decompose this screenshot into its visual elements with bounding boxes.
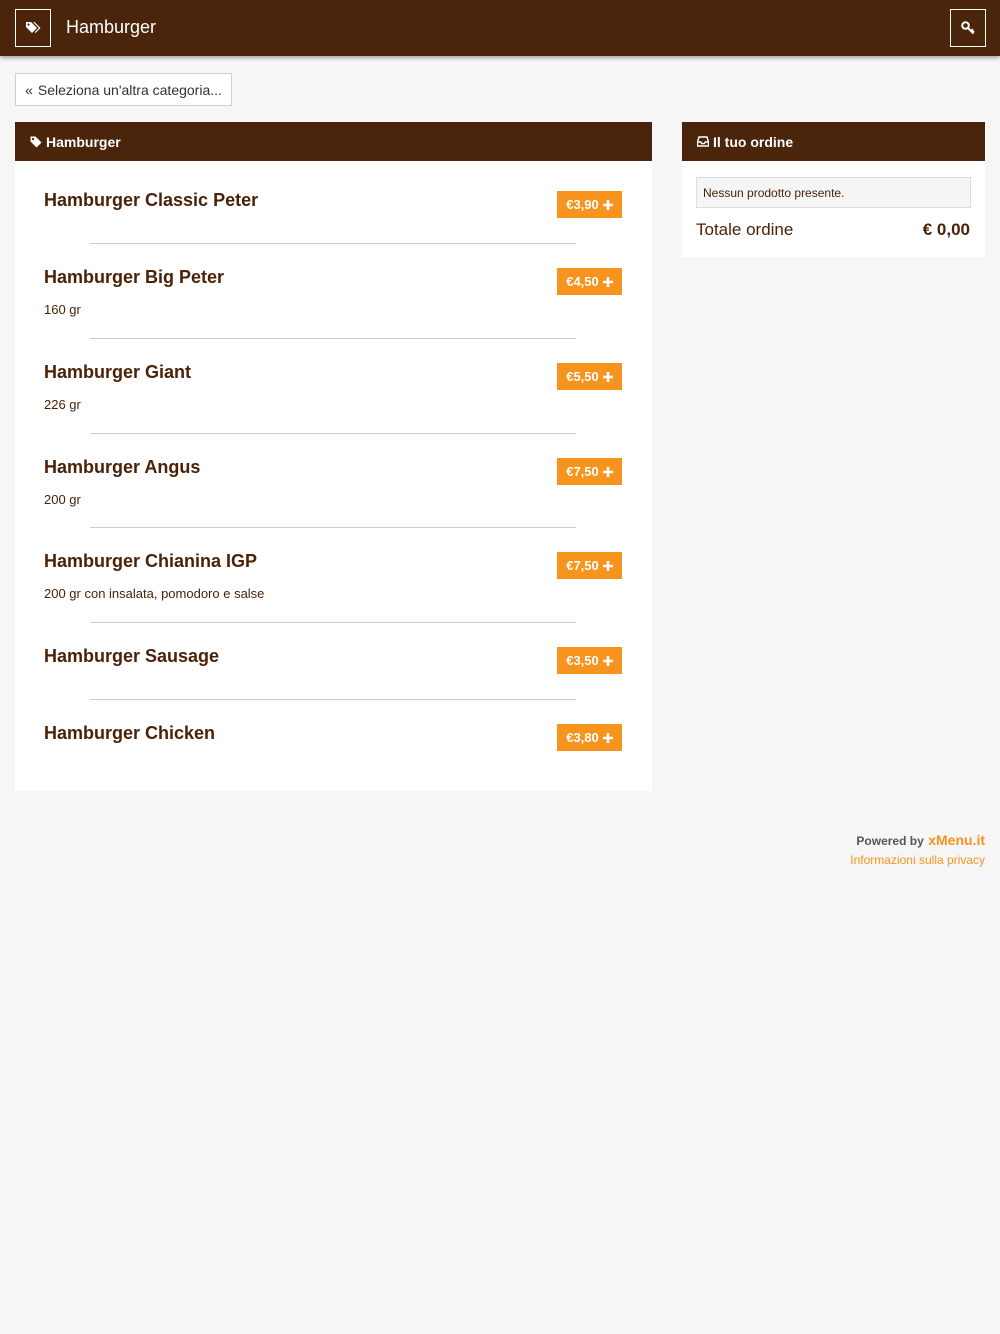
- footer: [850, 832, 985, 867]
- categories-button[interactable]: [15, 9, 51, 47]
- menu-item-name: Hamburger Sausage: [44, 646, 220, 666]
- select-other-category-button[interactable]: [15, 73, 232, 106]
- menu-item-name: Hamburger Giant: [44, 362, 192, 382]
- price-label: €3,90: [566, 197, 599, 212]
- menu-item-list: [15, 161, 652, 791]
- add-to-order-button[interactable]: [557, 363, 622, 390]
- item-divider: [90, 338, 576, 339]
- price-label: €4,50: [566, 274, 599, 289]
- menu-item-description: 160 gr: [44, 302, 81, 317]
- menu-item-description: 200 gr: [44, 492, 81, 507]
- plus-icon: [603, 733, 613, 743]
- price-label: €3,50: [566, 653, 599, 668]
- price-label: €7,50: [566, 558, 599, 573]
- item-divider: [90, 243, 576, 244]
- item-divider: [90, 622, 576, 623]
- plus-icon: [603, 561, 613, 571]
- key-icon: [961, 21, 975, 35]
- price-label: €7,50: [566, 464, 599, 479]
- menu-item-description: 226 gr: [44, 397, 81, 412]
- menu-panel-header: [15, 122, 652, 161]
- order-total-value: € 0,00: [922, 220, 970, 239]
- order-panel-header: [682, 122, 985, 161]
- tag-icon: [30, 136, 42, 148]
- powered-by-label: Powered by: [856, 834, 924, 848]
- plus-icon: [603, 656, 613, 666]
- menu-item-name: Hamburger Classic Peter: [44, 190, 259, 210]
- add-to-order-button[interactable]: [557, 191, 622, 218]
- empty-order-message: Nessun prodotto presente.: [696, 177, 971, 208]
- menu-item-description: 200 gr con insalata, pomodoro e salse: [44, 586, 265, 601]
- item-divider: [90, 699, 576, 700]
- item-divider: [90, 433, 576, 434]
- select-other-category-label: Seleziona un'altra categoria...: [37, 81, 222, 98]
- menu-item-name: Hamburger Chicken: [44, 723, 216, 743]
- order-summary: [682, 161, 985, 257]
- add-to-order-button[interactable]: [557, 268, 622, 295]
- menu-item-name: Hamburger Chianina IGP: [44, 551, 258, 571]
- menu-item-name: Hamburger Big Peter: [44, 267, 225, 287]
- order-total-label: Totale ordine: [696, 220, 794, 239]
- menu-item-name: Hamburger Angus: [44, 457, 201, 477]
- page-title: Hamburger: [66, 17, 157, 37]
- double-chevron-left-icon: «: [25, 81, 33, 98]
- order-panel-title: Il tuo ordine: [713, 133, 794, 150]
- plus-icon: [603, 200, 613, 210]
- privacy-link[interactable]: Informazioni sulla privacy: [850, 853, 985, 867]
- add-to-order-button[interactable]: [557, 724, 622, 751]
- inbox-icon: [697, 136, 709, 147]
- item-divider: [90, 527, 576, 528]
- add-to-order-button[interactable]: [557, 647, 622, 674]
- price-label: €5,50: [566, 369, 599, 384]
- login-button[interactable]: [950, 9, 986, 47]
- plus-icon: [603, 277, 613, 287]
- add-to-order-button[interactable]: [557, 552, 622, 579]
- brand-link[interactable]: xMenu.it: [928, 832, 985, 848]
- price-label: €3,80: [566, 730, 599, 745]
- tags-icon: [25, 21, 41, 35]
- plus-icon: [603, 467, 613, 477]
- top-bar: [0, 0, 1000, 56]
- menu-panel-title: Hamburger: [46, 133, 121, 150]
- plus-icon: [603, 372, 613, 382]
- add-to-order-button[interactable]: [557, 458, 622, 485]
